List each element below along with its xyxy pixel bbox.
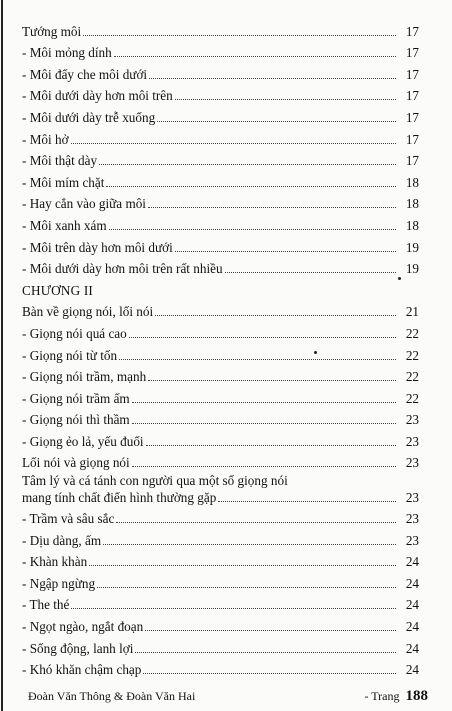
leader-dots: [175, 250, 396, 252]
toc-entry: - Môi mỏng dính 17: [22, 45, 419, 61]
toc-entry: - Hay cắn vào giữa môi 18: [22, 196, 419, 212]
page-edge: [1, 0, 3, 711]
leader-dots: [143, 672, 396, 674]
toc-entry: - Môi đẩy che môi dưới 17: [22, 66, 419, 82]
footer-trang-label: - Trang: [364, 689, 400, 703]
toc-entry: - Môi dưới dày hơn môi trên rất nhiều 19: [22, 261, 419, 277]
leader-dots: [132, 465, 396, 467]
toc-entry: - Ngập ngừng 24: [22, 575, 419, 591]
toc-entry: - Giọng ẻo lả, yếu đuối 23: [22, 433, 419, 449]
chapter-heading: CHƯƠNG II: [22, 282, 94, 298]
toc-entry: - Môi dưới dày trễ xuống 17: [22, 109, 419, 125]
footer-authors: Đoàn Văn Thông & Đoàn Văn Hai: [28, 689, 196, 703]
toc-entry: - Sống động, lanh lợi 24: [22, 640, 419, 656]
toc-entry: - Môi xanh xám 18: [22, 217, 419, 233]
leader-dots: [103, 543, 396, 545]
leader-dots: [132, 422, 396, 424]
toc-entry: - Môi dưới dày hơn môi trên 17: [22, 88, 419, 104]
toc-entry: - Giọng nói thì thầm 23: [22, 412, 419, 428]
toc-entry-line2: mang tính chất điển hình thường gặp 23: [22, 490, 419, 506]
leader-dots: [129, 336, 396, 338]
footer-page: [364, 688, 428, 705]
leader-dots: [119, 358, 396, 360]
toc-entry: - Khó khăn chậm chạp 24: [22, 662, 419, 678]
leader-dots: [97, 586, 396, 588]
leader-dots: [114, 55, 396, 57]
table-of-contents: [22, 17, 419, 677]
toc-entry: - Giọng nói từ tốn 22: [22, 347, 419, 363]
leader-dots: [145, 629, 396, 631]
leader-dots: [71, 142, 396, 144]
leader-dots: [106, 185, 396, 187]
leader-dots: [155, 314, 396, 316]
leader-dots: [146, 444, 396, 446]
toc-entry: - Giọng nói trầm, mạnh 22: [22, 369, 419, 385]
toc-entry: - The thé 24: [22, 597, 419, 613]
leader-dots: [148, 206, 396, 208]
leader-dots: [175, 98, 396, 100]
leader-dots: [148, 379, 396, 381]
leader-dots: [109, 228, 396, 230]
toc-entry: - Giọng nói trầm ấm 22: [22, 390, 419, 406]
leader-dots: [135, 651, 396, 653]
leader-dots: [116, 521, 396, 523]
leader-dots: [157, 120, 396, 122]
leader-dots: [149, 77, 396, 79]
toc-entry: Lối nói và giọng nói 23: [22, 455, 419, 471]
leader-dots: [83, 34, 396, 36]
toc-entry: - Dịu dàng, ấm 23: [22, 532, 419, 548]
toc-entry-multiline: Tâm lý và cá tánh con người qua một số giọng nói mang tính chất điển hình thường gặp 23: [22, 473, 419, 506]
toc-entry: Bàn về giọng nói, lối nói 21: [22, 304, 419, 320]
toc-entry: Tướng môi 17: [22, 23, 419, 39]
toc-entry: - Trầm và sâu sắc 23: [22, 511, 419, 527]
leader-dots: [89, 564, 396, 566]
page-number: 188: [405, 688, 428, 704]
toc-entry: - Môi trên dày hơn môi dưới 19: [22, 239, 419, 255]
toc-entry: - Ngọt ngào, ngắt đoạn 24: [22, 619, 419, 635]
toc-entry: - Khàn khàn 24: [22, 554, 419, 570]
leader-dots: [99, 163, 396, 165]
page-footer: [28, 688, 428, 705]
toc-entry: - Giọng nói quá cao 22: [22, 325, 419, 341]
toc-entry: - Môi mím chặt 18: [22, 174, 419, 190]
leader-dots: [218, 500, 396, 502]
toc-entry: - Môi thật dày 17: [22, 153, 419, 169]
leader-dots: [225, 271, 396, 273]
scan-speck: [314, 351, 317, 354]
leader-dots: [71, 607, 396, 609]
scan-speck: [398, 277, 401, 280]
toc-entry: - Môi hở 17: [22, 131, 419, 147]
leader-dots: [132, 401, 396, 403]
